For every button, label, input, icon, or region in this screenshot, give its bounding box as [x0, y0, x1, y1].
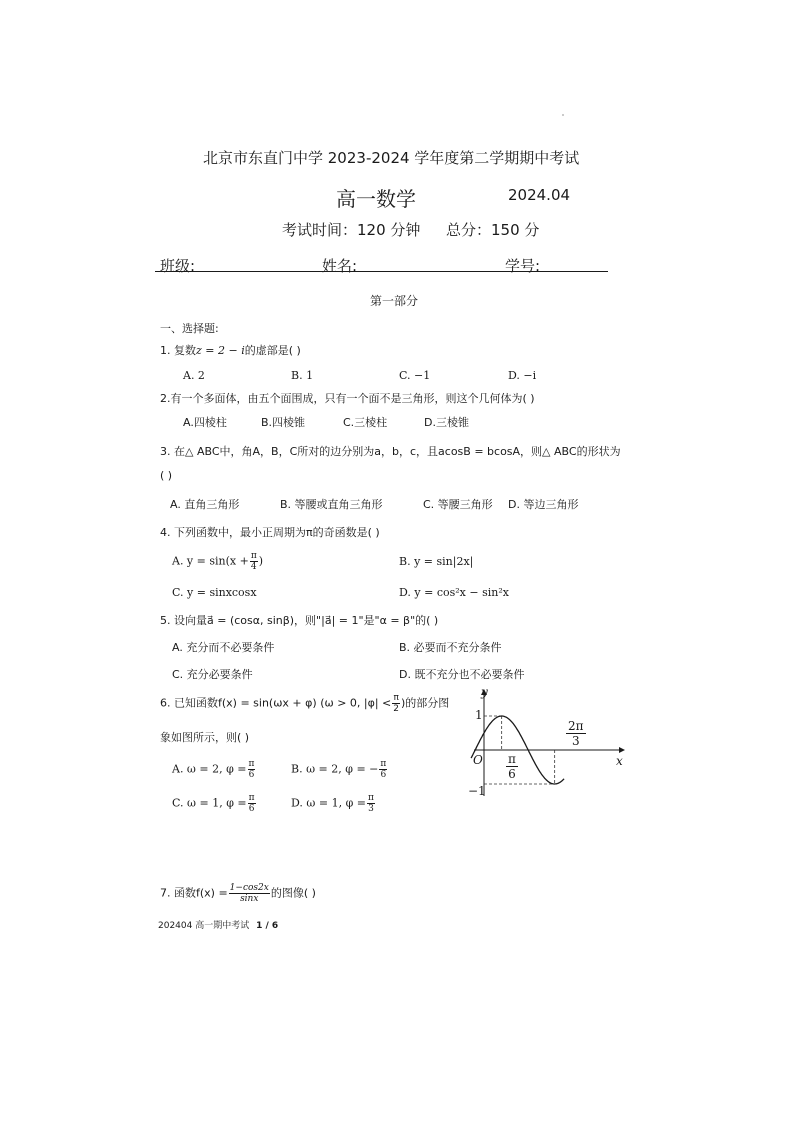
- part-title: 第一部分: [370, 294, 419, 308]
- q6-option-a: A. ω = 2, φ = $\frac{\pi}{6}$: [172, 759, 255, 780]
- q5-option-c: C. 充分必要条件: [172, 668, 253, 681]
- q1-option-a: A. 2: [183, 369, 205, 382]
- q4-option-c: C. y = sinxcosx: [172, 586, 257, 599]
- q6-option-b: B. ω = 2, φ = − $\frac{\pi}{6}$: [291, 759, 387, 780]
- total-score: 总分：150 分: [446, 221, 540, 239]
- scan-speck: [562, 114, 564, 116]
- q4-option-d: D. y = cos²x − sin²x: [399, 586, 509, 599]
- q6-option-c: C. ω = 1, φ = $\frac{\pi}{6}$: [172, 793, 255, 814]
- q6-option-d: D. ω = 1, φ = $\frac{\pi}{3}$: [291, 793, 374, 814]
- q3-option-a: A. 直角三角形: [170, 498, 240, 511]
- question-6: 6. 已知函数f(x) = sin(ωx + φ) (ω > 0, |φ| < $\frac{\pi}{2}$ )的部分图: [160, 693, 450, 714]
- y-axis-label: y: [481, 685, 488, 699]
- q4-option-a: A. y = sin(x + $\frac{\pi}{4}$ ): [172, 551, 264, 572]
- q5-option-b: B. 必要而不充分条件: [399, 641, 502, 654]
- sine-graph: [470, 684, 630, 802]
- q1-option-d: D. −i: [508, 369, 537, 382]
- q2-option-d: D.三棱锥: [424, 416, 469, 429]
- tick-2pi-over-3: 2π 3: [568, 719, 584, 748]
- q5-option-d: D. 既不充分也不必要条件: [399, 668, 525, 681]
- y-min-label: −1: [468, 784, 486, 798]
- question-5: 5. 设向量a⃗ = (cosα, sinβ)，则"|a⃗| = 1"是"α = β"的( ): [160, 614, 439, 627]
- question-4: 4. 下列函数中，最小正周期为π的奇函数是( ): [160, 526, 380, 539]
- q4-option-b: B. y = sin|2x|: [399, 555, 474, 568]
- section-title: 一、选择题:: [160, 322, 219, 335]
- class-label: 班级:: [160, 257, 196, 275]
- q2-option-a: A.四棱柱: [183, 416, 227, 429]
- q3-option-b: B. 等腰或直角三角形: [280, 498, 383, 511]
- exam-date: 2024.04: [508, 186, 571, 204]
- q5-option-a: A. 充分而不必要条件: [172, 641, 275, 654]
- question-3-paren: ( ): [160, 469, 173, 482]
- q2-option-b: B.四棱锥: [261, 416, 306, 429]
- student-id-label: 学号:: [505, 257, 541, 275]
- subject-title: 高一数学: [336, 187, 416, 211]
- q3-option-c: C. 等腰三角形: [423, 498, 493, 511]
- question-6-cont: 象如图所示，则( ): [160, 731, 250, 744]
- school-title: 北京市东直门中学 2023-2024 学年度第二学期期中考试: [203, 149, 580, 167]
- name-label: 姓名:: [322, 257, 358, 275]
- question-3: 3. 在△ ABC中，角A，B，C所对的边分别为a，b，c，且acosB = bcosA，则△ ABC的形状为: [160, 445, 621, 458]
- q3-option-d: D. 等边三角形: [508, 498, 579, 511]
- info-underline: [155, 271, 608, 272]
- q1-option-c: C. −1: [399, 369, 431, 382]
- q1-option-b: B. 1: [291, 369, 314, 382]
- y-max-label: 1: [475, 708, 483, 722]
- question-7: 7. 函数f(x) = $\frac{1-\cos 2x}{\sin x}$ 的图像( ): [160, 883, 316, 904]
- tick-pi-over-6: π 6: [508, 752, 516, 781]
- q2-option-c: C.三棱柱: [343, 416, 388, 429]
- x-axis-label: x: [616, 754, 623, 768]
- origin-label: O: [473, 753, 483, 767]
- question-2: 2.有一个多面体，由五个面围成，只有一个面不是三角形，则这个几何体为( ): [160, 392, 535, 405]
- footer-label: 202404 高一期中考试 1 / 6: [158, 921, 279, 931]
- exam-time: 考试时间：120 分钟: [282, 221, 421, 239]
- question-1: 1. 复数z = 2 − i的虚部是( ): [160, 344, 301, 357]
- page-number: 1 / 6: [256, 921, 279, 931]
